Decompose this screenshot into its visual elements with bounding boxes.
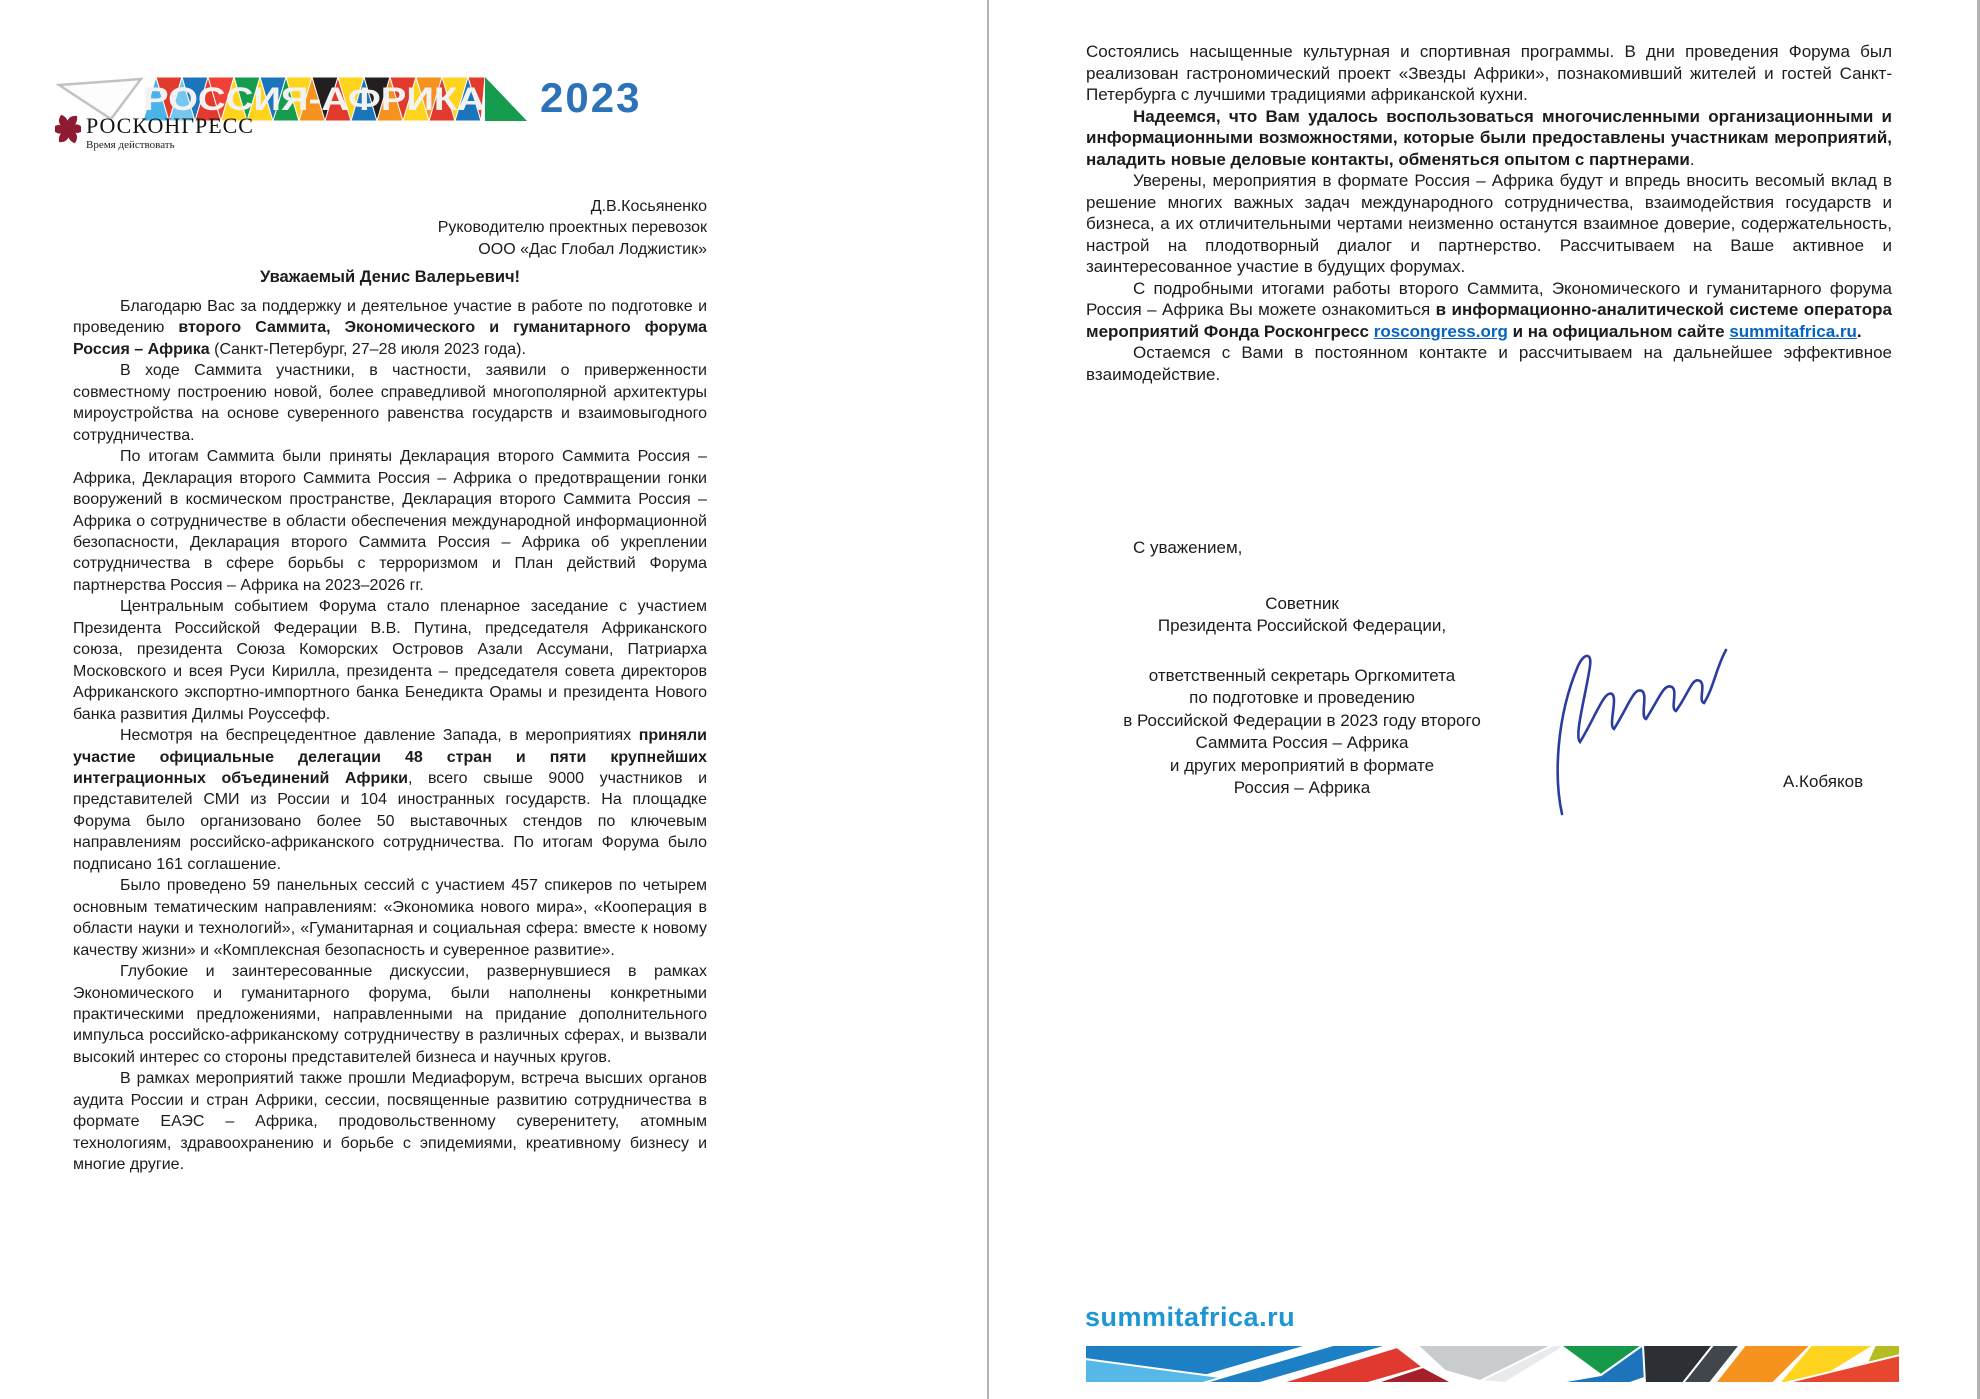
- text-run: второго Саммита, Экономического и гуманитарного форума Россия – Африка: [73, 319, 707, 358]
- letter-body-page2: [1086, 41, 1892, 385]
- signature-title-line: по подготовке и проведению: [1189, 688, 1415, 708]
- text-run: , всего свыше 9000 участников и представителей СМИ из России и 104 иностранных государств. На площадке Форума было организовано более 50 выставочных стендов по ключевым направлениям российско-африканского сотрудничества. По итогам Форума было подписано 161 соглашение.: [73, 769, 708, 873]
- text-run: Глубокие и заинтересованные дискуссии, развернувшиеся в рамках Экономического и гуманитарного форума, были наполнены конкретными практическими предложениями, направленными на придание дополнительного импульса российско-африканскому сотрудничеству в различных сферах, и вызвали высокий интерес со стороны представителей бизнеса и научных кругов.: [73, 963, 707, 1066]
- text-run: .: [1689, 149, 1695, 169]
- signature-title-line: в Российской Федерации в 2023 году второго: [1123, 710, 1481, 730]
- text-run: (Санкт-Петербург, 27–28 июля 2023 года).: [209, 340, 526, 358]
- letter-paragraph: [73, 296, 707, 360]
- addressee-block: [73, 196, 707, 260]
- text-run: Благодарю Вас за поддержку и деятельное участие в работе по подготовке и проведению: [73, 298, 707, 337]
- text-run: В рамках мероприятий также прошли Медиафорум, встреча высших органов аудита России и стран Африки, сессии, посвященные развитию сотрудничества в формате ЕАЭС – Африка, продовольственному суверенитету, атомным технологиям, здравоохранению и борьбе с эпидемиями, креативному бизнесу и многие другие.: [73, 1070, 707, 1174]
- roscongress-tagline: Время действовать: [86, 139, 175, 151]
- signature-title-line: Советник: [1265, 594, 1339, 613]
- addressee-line: Д.В.Косьяненко: [590, 198, 707, 215]
- text-run: Несмотря на беспрецедентное давление Запада, в мероприятиях: [120, 727, 639, 745]
- roscongress-text-block: [86, 114, 254, 151]
- letter-paragraph: [1086, 41, 1892, 106]
- addressee-line: Руководителю проектных перевозок: [437, 219, 707, 237]
- letter-paragraph: [73, 961, 707, 1068]
- text-run: и на официальном сайте: [1507, 321, 1730, 341]
- letter-paragraph: [73, 725, 707, 875]
- signatory-name: А.Кобяков: [1783, 772, 1864, 791]
- signature-title-block-1: [1086, 593, 1518, 638]
- footer-website[interactable]: summitafrica.ru: [1085, 1302, 1296, 1332]
- text-run: Надеемся, что Вам удалось воспользоваться многочисленными организационными и информационными возможностями, которые были предоставлены участникам мероприятий, наладить новые деловые контакты, обменяться опытом с партнерами: [1086, 106, 1892, 169]
- letter-paragraph: [73, 360, 707, 446]
- letter-paragraph: [1086, 342, 1892, 385]
- signature-title-line: Россия – Африка: [1233, 778, 1371, 798]
- letter-paragraph: [1086, 278, 1892, 343]
- signature-title-block-2: [1086, 665, 1518, 799]
- hyperlink-roscongress.org[interactable]: roscongress.org: [1373, 321, 1508, 341]
- signature-title-line: и других мероприятий в формате: [1169, 755, 1435, 775]
- text-run: Состоялись насыщенные культурная и спортивная программы. В дни проведения Форума был реализован гастрономический проект «Звезды Африки», познакомивший жителей и гостей Санкт-Петербурга с лучшими традициями африканской кухни.: [1086, 42, 1892, 104]
- russia-africa-logo-text: РОССИЯ-АФРИКА: [143, 81, 485, 117]
- letter-paragraph: [73, 446, 707, 596]
- text-run: .: [1856, 321, 1862, 341]
- text-run: В ходе Саммита участники, в частности, заявили о приверженности совместному построению новой, более справедливой многополярной архитектуры мироустройства на основе суверенного равенства государств и взаимовыгодного сотрудничества.: [73, 362, 707, 444]
- text-run: Центральным событием Форума стало пленарное заседание с участием Президента Российской Федерации В.В. Путина, председателя Африканского союза, президента Союза Коморских Островов Азали Ассумани, Патриарха Московского и всея Руси Кирилла, президента – председателя совета директоров Африканского экспортно-импортного банка Бенедикта Орамы и президента Нового банка развития Дилмы Роуссефф.: [73, 598, 707, 723]
- footer-mosaic-stripe: [1085, 1345, 1900, 1383]
- letter-paragraph: [1086, 106, 1892, 171]
- letter-body-page1: [73, 296, 707, 1176]
- text-run: С подробными итогами работы второго Саммита, Экономического и гуманитарного форума Россия – Африка Вы можете ознакомиться: [1086, 278, 1892, 319]
- text-run: приняли участие официальные делегации 48 стран и пяти крупнейших интеграционных объединений Африки: [73, 727, 707, 787]
- letter-paragraph: [73, 1068, 707, 1175]
- salutation: Уважаемый Денис Валерьевич!: [259, 268, 521, 286]
- roscongress-pinwheel-icon: [55, 114, 81, 144]
- signature-title-line: Саммита Россия – Африка: [1195, 733, 1409, 753]
- text-run: Было проведено 59 панельных сессий с участием 457 спикеров по четырем основным тематическим направлениям: «Экономика нового мира», «Кооперация в области науки и технологий», «Гуманитарная и социальная сфера: вместе к новому качеству жизни» и «Комплексная безопасность и суверенное развитие».: [73, 877, 707, 959]
- letter-paragraph: [73, 875, 707, 961]
- closing-phrase: С уважением,: [1133, 538, 1243, 557]
- letter-paragraph: [73, 596, 707, 725]
- letter-paragraph: [1086, 170, 1892, 278]
- logo-year: 2023: [540, 74, 642, 121]
- hyperlink-summitafrica.ru[interactable]: summitafrica.ru: [1729, 321, 1857, 341]
- page-divider: [987, 0, 989, 1399]
- handwritten-signature: [1540, 628, 1740, 818]
- addressee-line: ООО «Дас Глобал Лоджистик»: [478, 240, 707, 258]
- signature-title-line: Президента Российской Федерации,: [1157, 616, 1447, 636]
- roscongress-name: РОСКОНГРЕСС: [86, 113, 254, 138]
- text-run: Остаемся с Вами в постоянном контакте и рассчитываем на дальнейшее эффективное взаимодействие.: [1086, 343, 1892, 384]
- text-run: в информационно-аналитической системе оператора мероприятий Фонда Росконгресс: [1086, 300, 1892, 341]
- roscongress-logo: [55, 114, 254, 151]
- signature-title-line: ответственный секретарь Оргкомитета: [1148, 666, 1456, 685]
- text-run: Уверены, мероприятия в формате Россия – Африка будут и впредь вносить весомый вклад в решение многих важных задач международного сотрудничества, взаимодействия государств и бизнеса, а их отличительными чертами неизменно останутся взаимное доверие, содержательность, настрой на плодотворный диалог и партнерство. Рассчитываем на Ваше активное и заинтересованное участие в будущих форумах.: [1086, 171, 1892, 276]
- text-run: По итогам Саммита были приняты Декларация второго Саммита Россия – Африка, Декларация второго Саммита Россия – Африка о предотвращении гонки вооружений в космическом пространстве, Декларация второго Саммита Россия – Африка о сотрудничестве в области обеспечения международной информационной безопасности, Декларация второго Саммита Россия – Африка об укреплении сотрудничества в сфере борьбы с терроризмом и План действий Форума партнерства Россия – Африка на 2023–2026 гг.: [73, 448, 707, 594]
